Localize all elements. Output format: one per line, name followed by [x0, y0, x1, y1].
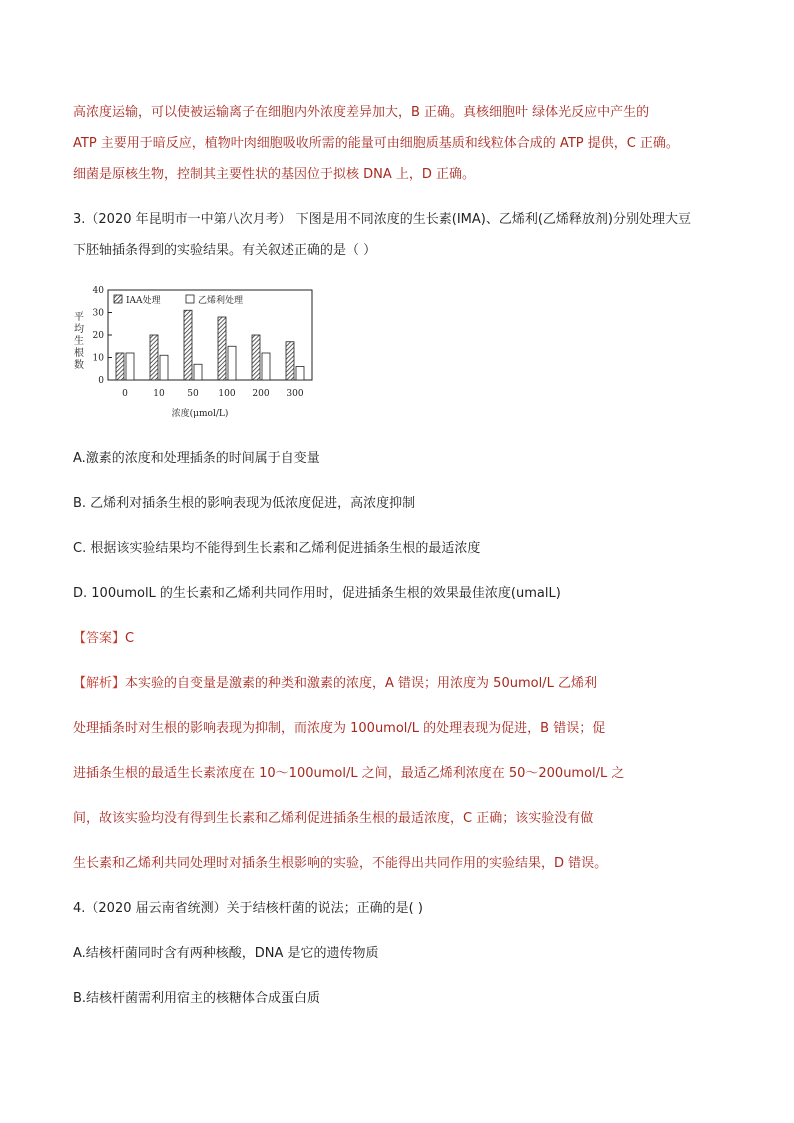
bar-iaa [218, 317, 226, 380]
q3-analysis-line-5: 生长素和乙烯利共同处理时对插条生根影响的实验，不能得出共同作用的实验结果，D 错误。 [73, 856, 608, 871]
y-tick-label: 20 [92, 331, 104, 341]
x-tick-label: 10 [153, 389, 165, 399]
y-axis-label: 均 [74, 324, 84, 335]
y-tick-label: 30 [92, 308, 104, 319]
y-tick-label: 10 [92, 353, 104, 364]
analysis-text-1: 本实验的自变量是激素的种类和激素的浓度，A 错误；用浓度为 50umol/L 乙烯利 [125, 676, 597, 691]
y-axis-label: 数 [74, 360, 84, 371]
bar-iaa [252, 335, 260, 380]
y-tick-label: 40 [92, 286, 104, 296]
q4-option-b: B.结核杆菌需利用宿主的核糖体合成蛋白质 [73, 991, 321, 1006]
bar-iaa [184, 310, 192, 380]
q3-stem-line-1: 3.（2020 年昆明市一中第八次月考） 下图是用不同浓度的生长素(IMA)、乙烯利(乙烯释放剂)分别处理大豆 [73, 212, 691, 227]
legend-label-iaa: IAA处理 [126, 296, 161, 306]
q4-option-a: A.结核杆菌同时含有两种核酸，DNA 是它的遗传物质 [73, 946, 379, 961]
answer-label: 【答案】 [73, 631, 126, 646]
answer-value: C [125, 631, 135, 646]
q3-analysis-line-3: 进插条生根的最适生长素浓度在 10～100umol/L 之间，最适乙烯利浓度在 50～200umol/L 之 [73, 766, 625, 781]
legend-swatch-ethephon [186, 295, 194, 303]
legend-label-ethephon: 乙烯利处理 [198, 296, 244, 306]
prev-explanation-line-2: ATP 主要用于暗反应，植物叶肉细胞吸收所需的能量可由细胞质基质和线粒体合成的 ATP 提供，C 正确。 [73, 136, 679, 151]
bar-iaa [150, 335, 158, 380]
bar-ethephon [126, 353, 134, 380]
y-axis-label: 平 [74, 312, 84, 323]
q3-stem-line-2: 下胚轴插条得到的实验结果。有关叙述正确的是（ ） [73, 243, 377, 258]
bar-ethephon [228, 346, 236, 380]
y-axis-label: 生 [74, 336, 84, 347]
q3-analysis-line-4: 间，故该实验均没有得到生长素和乙烯利促进插条生根的最适浓度，C 正确；该实验没有做 [73, 811, 594, 826]
bar-iaa [116, 353, 124, 380]
x-tick-label: 0 [122, 389, 128, 399]
analysis-label: 【解析】 [73, 676, 126, 691]
q3-answer [73, 630, 134, 648]
bar-ethephon [194, 364, 202, 380]
q3-option-a: A.激素的浓度和处理插条的时间属于自变量 [73, 451, 320, 466]
legend-swatch-iaa [114, 295, 122, 303]
x-tick-label: 300 [286, 389, 304, 399]
bar-ethephon [160, 355, 168, 380]
bar-ethephon [296, 367, 304, 381]
y-axis-label: 根 [74, 348, 84, 359]
q3-option-c: C. 根据该实验结果均不能得到生长素和乙烯利促进插条生根的最适浓度 [73, 541, 481, 556]
q4-stem: 4.（2020 届云南省统测）关于结核杆菌的说法；正确的是( ) [73, 901, 423, 916]
bar-ethephon [262, 353, 270, 380]
q3-option-b: B. 乙烯利对插条生根的影响表现为低浓度促进，高浓度抑制 [73, 496, 416, 511]
bar-chart [70, 282, 320, 422]
x-tick-label: 50 [187, 389, 199, 399]
y-tick-label: 0 [98, 376, 104, 386]
x-tick-label: 100 [218, 389, 236, 399]
x-axis-label: 浓度(μmol/L) [171, 409, 229, 419]
q3-analysis-line-1 [73, 675, 597, 693]
q3-analysis-line-2: 处理插条时对生根的影响表现为抑制，而浓度为 100umol/L 的处理表现为促进，B 错误；促 [73, 721, 606, 736]
prev-explanation-line-1: 高浓度运输，可以使被运输离子在细胞内外浓度差异加大，B 正确。真核细胞叶 绿体光反应中产生的 [73, 105, 650, 120]
bar-iaa [286, 342, 294, 380]
prev-explanation-line-3: 细菌是原核生物，控制其主要性状的基因位于拟核 DNA 上，D 正确。 [73, 167, 476, 182]
q3-option-d: D. 100umolL 的生长素和乙烯利共同作用时，促进插条生根的效果最佳浓度(umalL) [73, 586, 561, 601]
x-tick-label: 200 [252, 389, 270, 399]
